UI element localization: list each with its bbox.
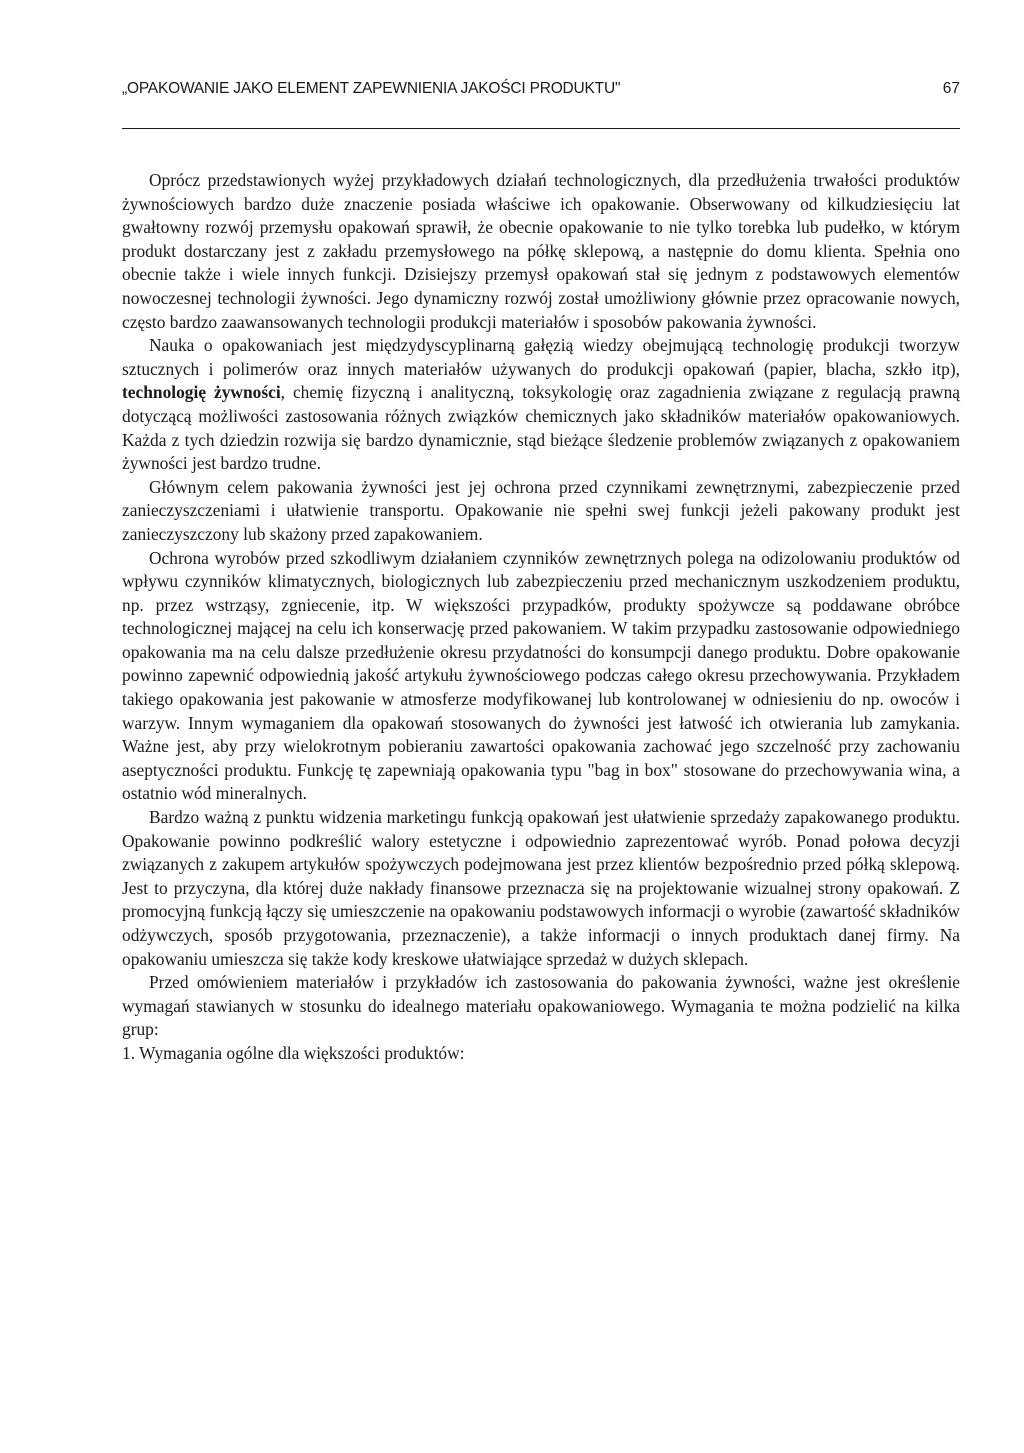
paragraph-requirements: Przed omówieniem materiałów i przykładów ich zastosowania do pakowania żywności, ważne jest określenie wymagań stawianych w stosunku do idealnego materiału opakowaniowego. Wymagania te można podzielić na kilka grup: [122,972,960,1040]
list-item-general-requirements: 1. Wymagania ogólne dla większości produktów: [122,1042,465,1063]
page-header [122,80,960,102]
paragraph-protection: Ochrona wyrobów przed szkodliwym działaniem czynników zewnętrznych polega na odizolowaniu produktów od wpływu czynników klimatycznych, biologicznych lub zabezpieczeniu przed mechanicznym uszkodzeniem produktu, np. przez wstrząsy, zgniecenie, itp. W większości przypadków, produkty spożywcze są poddawane obróbce technologicznej mającej na celu ich konserwację przed pakowaniem. W takim przypadku zastosowanie odpowiedniego opakowania ma na celu dalsze przedłużenie okresu przydatności do konsumpcji danego produktu. Dobre opakowanie powinno zapewnić odpowiednią jakość artykułu żywnościowego podczas całego okresu przechowywania. Przykładem takiego opakowania jest pakowanie w atmosferze modyfikowanej lub kontrolowanej w odniesieniu do np. owoców i warzyw. Innym wymaganiem dla opakowań stosowanych do żywności jest łatwość ich otwierania lub zamykania. Ważne jest, aby przy wielokrotnym pobieraniu zawartości opakowania zachować jego szczelność przy zachowaniu aseptyczności produktu. Funkcję tę zapewniają opakowania typu "bag in box" stosowane do przechowywania wina, a ostatnio wód mineralnych. [122,547,960,804]
paragraph-packaging-science [122,334,960,476]
header-rule [122,128,960,129]
bold-term-food-technology: technologię żywności [122,382,281,403]
paragraph-main-purpose: Głównym celem pakowania żywności jest jej ochrona przed czynnikami zewnętrznymi, zabezpieczenie przed zanieczyszczeniami i ułatwienie transportu. Opakowanie nie spełni swej funkcji jeżeli pakowany produkt jest zanieczyszczony lub skażony przed zapakowaniem. [122,476,960,544]
running-title: „OPAKOWANIE JAKO ELEMENT ZAPEWNIENIA JAKOŚCI PRODUKTU" [122,80,621,97]
paragraph-segment: Nauka o opakowaniach jest międzydyscyplinarną gałęzią wiedzy obejmującą technologię produkcji tworzyw sztucznych i polimerów oraz innych materiałów używanych do produkcji opakowań (papier, blacha, szkło itp), [122,335,960,379]
paragraph-packaging-intro: Oprócz przedstawionych wyżej przykładowych działań technologicznych, dla przedłużenia trwałości produktów żywnościowych bardzo duże znaczenie posiada właściwe ich opakowanie. Obserwowany od kilkudziesięciu lat gwałtowny rozwój przemysłu opakowań sprawił, że obecnie opakowanie to nie tylko torebka lub pudełko, w którym produkt dostarczany jest z zakładu przemysłowego na półkę sklepową, a następnie do domu klienta. Spełnia ono obecnie także i wiele innych funkcji. Dzisiejszy przemysł opakowań stał się jednym z podstawowych elementów nowoczesnej technologii żywności. Jego dynamiczny rozwój został umożliwiony głównie przez opracowanie nowych, często bardzo zaawansowanych technologii produkcji materiałów i sposobów pakowania żywności. [122,170,960,332]
body-text [122,169,960,1066]
paragraph-marketing: Bardzo ważną z punktu widzenia marketingu funkcją opakowań jest ułatwienie sprzedaży zapakowanego produktu. Opakowanie powinno podkreślić walory estetyczne i odpowiednio zaprezentować wyrób. Ponad połowa decyzji związanych z zakupem artykułów spożywczych podejmowana jest przez klientów bezpośrednio przed półką sklepową. Jest to przyczyna, dla której duże nakłady finansowe przeznacza się na projektowanie wizualnej strony opakowań. Z promocyjną funkcją łączy się umieszczenie na opakowaniu podstawowych informacji o wyrobie (zawartość składników odżywczych, sposób przygotowania, przeznaczenie), a także informacji o innych produktach danej firmy. Na opakowaniu umieszcza się także kody kreskowe ułatwiające sprzedaż w dużych sklepach. [122,807,960,969]
paragraph-segment: , chemię fizyczną i analityczną, toksykologię oraz zagadnienia związane z regulacją prawną dotyczącą możliwości zastosowania różnych związków chemicznych jako składników materiałów opakowaniowych. Każda z tych dziedzin rozwija się bardzo dynamicznie, stąd bieżące śledzenie problemów związanych z opakowaniem żywności jest bardzo trudne. [122,382,961,474]
page-number: 67 [942,80,960,97]
